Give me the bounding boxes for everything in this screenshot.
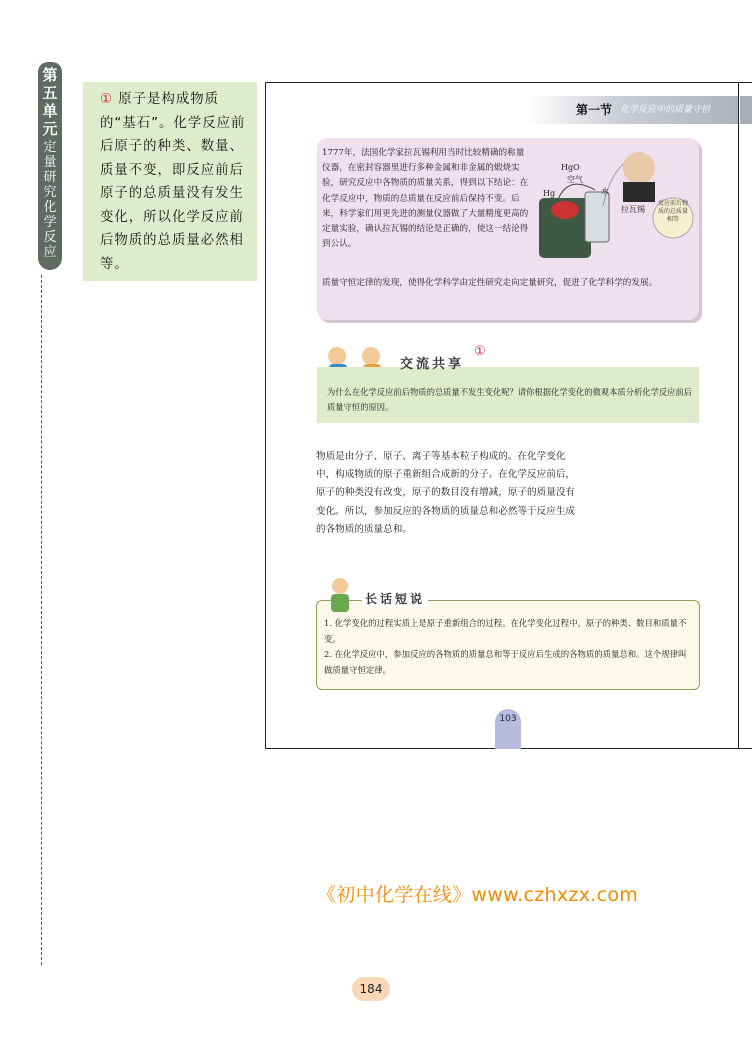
summary-title: 长话短说	[362, 590, 428, 607]
unit-title: 定量研究化学反应	[43, 140, 57, 260]
section-label: 第一节	[576, 103, 613, 117]
girl-reader-illustration	[322, 576, 362, 616]
scientist-coat	[623, 182, 655, 202]
unit-label: 第五单元	[42, 66, 58, 138]
history-paragraph-1: 1777年，法国化学家拉瓦锡利用当时比较精确的称量仪器，在密封容器里进行多种金属和非金属的煅烧实验，研究反应中各物质的质量关系，得到以下结论：在化学反应中，物质的总质量在反应前后保持不变。后来，科学家们用更先进的测量仪器做了大量精度更高的定量实验，确认拉瓦锡的结论是正确的，使这一结论得到公认。	[322, 148, 529, 250]
reader-body	[331, 594, 349, 612]
summary-text	[324, 616, 692, 678]
note-marker: ①	[100, 92, 114, 107]
bubble-text: 反应前后物质的总质量相等	[657, 200, 688, 223]
label-scientist: 拉瓦锡	[621, 205, 645, 214]
inner-page-number: 103	[499, 714, 517, 724]
page-number: 184	[352, 977, 390, 1001]
watermark: 《初中化学在线》www.czhxzx.com	[317, 884, 639, 906]
history-paragraph-2: 质量守恒定律的发现，使得化学科学由定性研究走向定量研究，促进了化学科学的发展。	[322, 278, 658, 288]
scientist-portrait	[623, 152, 655, 184]
retort-flask	[551, 201, 579, 219]
label-air: 空气	[567, 175, 583, 184]
reader-head	[332, 578, 348, 594]
summary-point-2: 2. 在化学反应中，参加反应的各物质的质量总和等于反应后生成的各物质的质量总和。这个规律叫做质量守恒定律。	[324, 649, 687, 675]
share-marker: ①	[474, 344, 486, 359]
note-body: 原子是构成物质的“基石”。化学反应前后原子的种类、数量、质量不变，即反应前后原子的总质量没有发生变化，所以化学反应前后物质的总质量必然相等。	[100, 92, 246, 272]
label-hgo: HgO	[561, 163, 580, 172]
label-water: 水	[601, 187, 609, 196]
label-hg: Hg	[543, 189, 556, 198]
margin-note	[83, 82, 257, 281]
margin-note-text	[100, 88, 252, 276]
share-question: 为什么在化学反应前后物质的总质量不发生变化呢？请你根据化学变化的微观本质分析化学反应前后质量守恒的原因。	[327, 387, 693, 412]
inner-page-number-tab	[495, 709, 521, 749]
bell-jar	[585, 192, 609, 242]
boy-head	[328, 347, 346, 365]
summary-point-1: 1. 化学变化的过程实质上是原子重新组合的过程。在化学变化过程中，原子的种类、数目和质量不变。	[324, 618, 687, 644]
body-paragraph: 物质是由分子、原子、离子等基本粒子构成的。在化学变化中，构成物质的原子重新组合成新的分子。在化学反应前后，原子的种类没有改变，原子的数目没有增减，原子的质量没有变化。所以，参加反应的各物质的质量总和必然等于反应生成的各物质的质量总和。	[316, 451, 576, 535]
section-subtitle: 化学反应中的质量守恒	[620, 105, 711, 115]
margin-dashed-line	[41, 275, 42, 965]
section-header-side	[740, 96, 752, 124]
share-title: 交流共享	[400, 357, 465, 372]
girl-head	[362, 347, 380, 365]
frame-edge-line	[738, 82, 739, 749]
unit-tab	[38, 62, 62, 270]
